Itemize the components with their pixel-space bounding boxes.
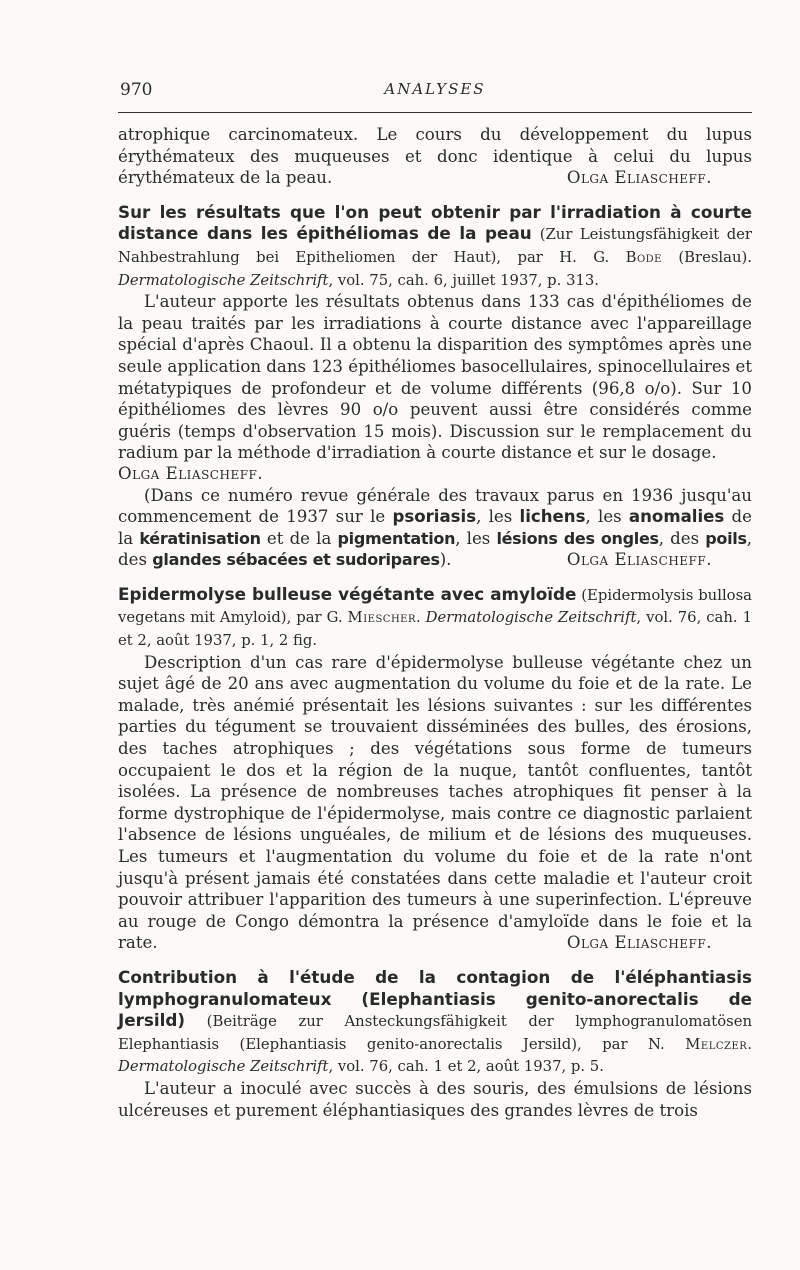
note-text: ). [439,550,452,570]
article-author: Melczer [685,1035,748,1053]
running-title: ANALYSES [384,80,486,98]
signature: Olga Eliascheff. [118,463,264,483]
header-rule [118,112,752,113]
journal-name: Dermatologische Zeitschrift [425,609,637,627]
note-text: de la [118,507,752,548]
note-text: , des [118,528,752,570]
signature: Olga Eliascheff. [566,933,712,953]
page-number: 970 [120,80,153,100]
article-body [118,1078,752,1121]
separator: . [416,609,426,627]
article-heading [118,202,752,291]
journal-reference: , vol. 76, cah. 1 et 2, août 1937, p. 1, 2 fig. [118,609,752,650]
note-text: et de la [260,528,338,548]
journal-reference: , vol. 76, cah. 1 et 2, août 1937, p. 5. [328,1058,604,1076]
journal-reference: , vol. 75, cah. 6, juillet 1937, p. 313. [328,271,600,289]
keyword: lichens [519,507,586,527]
paragraph-text: atrophique carcinomateux. Le cours du développement du lupus érythémateux des muqueuses et donc identique à celui du lupus érythémateux de la peau. [118,125,752,188]
note-text: , les [455,528,497,548]
article-title: Epidermolyse bulleuse végétante avec amyloïde [118,583,577,604]
journal-name: Dermatologische Zeitschrift [118,1058,329,1076]
journal-name: Dermatologische Zeitschrift [118,271,329,289]
signature: Olga Eliascheff. [566,550,712,570]
keyword: anomalies [628,507,725,527]
note-text: , les [476,507,520,527]
paragraph-text: Description d'un cas rare d'épidermolyse bulleuse végétante chez un sujet âgé de 20 ans avec augmentation du volume du foie et de la rate. Le malade, très anémié présentait les lésions suivantes : sur les différentes parties du tégument se trouvaient disséminées des bulles, des érosions, des taches atrophiques ; des végétations sous forme de tumeurs occupaient le dos et la région de la nuque, tantôt confluentes, tantôt isolées. La présence de nombreuses taches atrophiques fit penser à la forme dystrophique de l'épidermolyse, mais contre ce diagnostic parlaient l'absence de lésions unguéales, de milium et de lésions des muqueuses. Les tumeurs et l'augmentation du volume du foie et de la rate n'ont jusqu'à présent jamais été constatées dans cette maladie et l'auteur croit pouvoir attribuer l'apparition des tumeurs à une superinfection. L'épreuve au rouge de Congo démontra la présence d'amyloïde dans le foie et la rate. [118,652,752,953]
paragraph-text: L'auteur apporte les résultats obtenus dans 133 cas d'épithéliomes de la peau traités par les irradiations à courte distance avec l'appareillage spécial d'après Chaoul. Il a obtenu la disparition des symptômes après une seule application dans 123 épithéliomes basocellulaires, spinocellulaires et métatypiques de profondeur et de volume différents (96,8 o/o). Sur 10 épithéliomes des lèvres 90 o/o peuvent aussi être considérés comme guéris (temps d'observation 15 mois). Discussion sur le remplacement du radium par la méthode d'irradiation à courte distance et sur le dosage. [118,292,752,463]
article-title: Contribution à l'étude de la contagion de l'éléphantiasis lymphogranulomateux (Elephantiasis genito-anorectalis de Jersild) [118,966,752,1031]
article-title: Sur les résultats que l'on peut obtenir par l'irradiation à courte distance dans les épithéliomas de la peau [118,201,752,244]
keyword: psoriasis [392,507,477,527]
article-body [118,652,752,954]
page-header [118,76,752,108]
continuation-paragraph [118,124,752,189]
article-body [118,291,752,484]
article-author: Miescher [347,609,416,627]
note-text: (Dans ce numéro revue générale des travaux parus en 1936 jusqu'au commencement de 1937 sur le [118,485,752,527]
article-subtitle: (Beiträge zur Ansteckungsfähigkeit der lymphogranulomatösen Elephantiasis (Elephantiasis genito-anorectalis Jersild), par N. [118,1013,752,1053]
article-author: Bode [625,248,662,266]
page-body [118,124,752,1121]
article-subtitle: (Epidermolysis bullosa vegetans mit Amyloid), par G. [118,586,752,627]
keyword: glandes sébacées et sudoripares [152,550,440,570]
author-place: (Breslau). [661,248,752,266]
signature: Olga Eliascheff. [566,168,712,188]
note-text: , des [658,528,706,548]
paragraph-text: L'auteur a inoculé avec succès à des souris, des émulsions de lésions ulcéreuses et purement éléphantiasiques des grandes lèvres de trois [118,1078,752,1120]
keyword: pigmentation [337,528,456,548]
keyword: poils [705,528,747,548]
article-heading [118,967,752,1078]
review-note [118,485,752,571]
separator: . [747,1035,752,1053]
note-text: , les [585,507,629,527]
article-subtitle: (Zur Leistungsfähigkeit der Nahbestrahlung bei Epitheliomen der Haut), par H. G. [118,226,752,266]
article-heading [118,584,752,652]
keyword: kératinisation [139,528,261,548]
keyword: lésions des ongles [496,528,659,548]
